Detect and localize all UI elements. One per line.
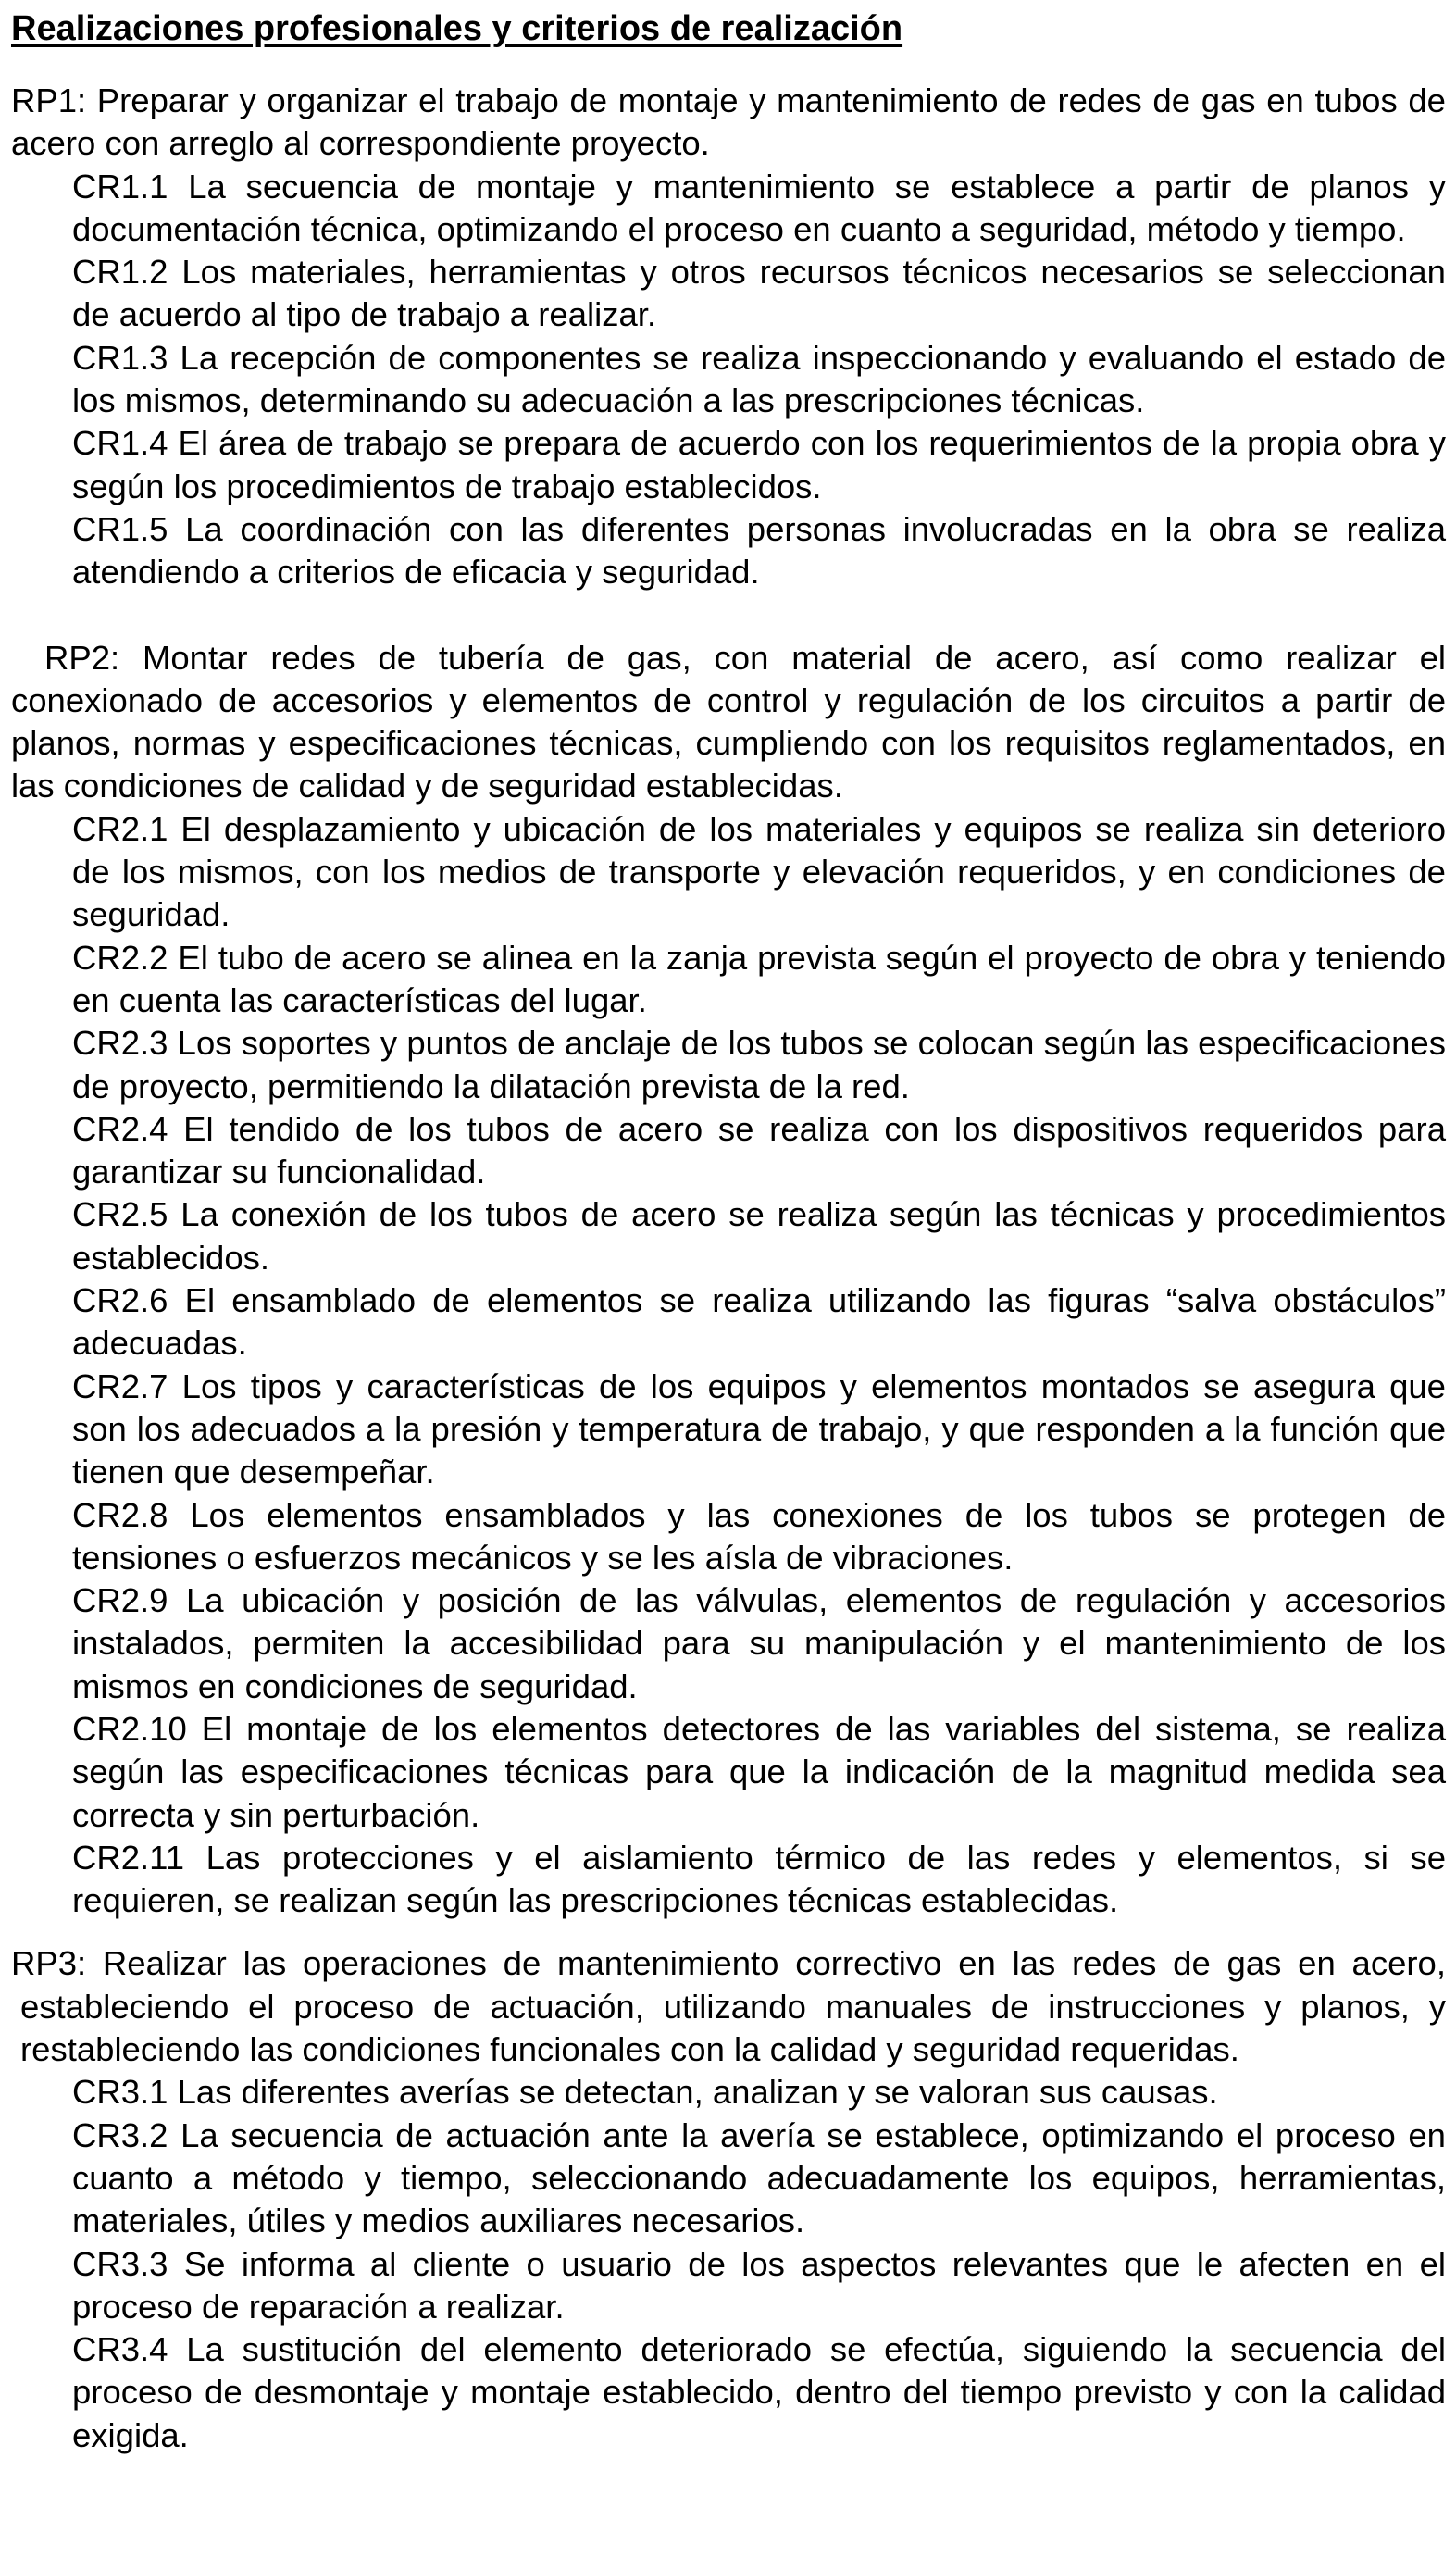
criterion-cr1-3: CR1.3 La recepción de componentes se realiza inspeccionando y evaluando el estado de los mismos, determinando su adecuación a las prescripciones técnicas. xyxy=(72,338,1446,420)
criterion-cr2-1: CR2.1 El desplazamiento y ubicación de los materiales y equipos se realiza sin deterioro de los mismos, con los medios de transporte y elevación requeridos, y en condiciones de seguridad. xyxy=(72,809,1446,934)
criterion-cr2-6: CR2.6 El ensamblado de elementos se realiza utilizando las figuras “salva obstáculos” adecuadas. xyxy=(72,1281,1446,1363)
criterion-cr3-3: CR3.3 Se informa al cliente o usuario de los aspectos relevantes que le afecten en el proceso de reparación a realizar. xyxy=(72,2244,1446,2326)
criterion-cr3-2: CR3.2 La secuencia de actuación ante la avería se establece, optimizando el proceso en cuanto a método y tiempo, seleccionando adecuadamente los equipos, herramientas, materiales, útiles y medios auxiliares necesarios. xyxy=(72,2115,1446,2240)
criterion-cr2-9: CR2.9 La ubicación y posición de las válvulas, elementos de regulación y accesorios instalados, permiten la accesibilidad para su manipulación y el mantenimiento de los mismos en condiciones de seguridad. xyxy=(72,1581,1446,1705)
criterion-cr2-5: CR2.5 La conexión de los tubos de acero se realiza según las técnicas y procedimientos establecidos. xyxy=(72,1195,1446,1277)
criterion-cr2-11: CR2.11 Las protecciones y el aislamiento térmico de las redes y elementos, si se requieren, se realizan según las prescripciones técnicas establecidas. xyxy=(72,1838,1446,1920)
criterion-cr2-8: CR2.8 Los elementos ensamblados y las conexiones de los tubos se protegen de tensiones o esfuerzos mecánicos y se les aísla de vibraciones. xyxy=(72,1495,1446,1577)
criterion-cr2-10: CR2.10 El montaje de los elementos detectores de las variables del sistema, se realiza según las especificaciones técnicas para que la indicación de la magnitud medida sea correcta y sin perturbación. xyxy=(72,1709,1446,1834)
document-page xyxy=(11,7,1446,2457)
criterion-cr2-3: CR2.3 Los soportes y puntos de anclaje de los tubos se colocan según las especificaciones de proyecto, permitiendo la dilatación prevista de la red. xyxy=(72,1024,1446,1105)
rp2-text: RP2: Montar redes de tubería de gas, con material de acero, así como realizar el conexionado de accesorios y elementos de control y regulación de los circuitos a partir de planos, normas y especificaciones técnicas, cumpliendo con los requisitos reglamentados, en las condiciones de calidad y de seguridad establecidas. xyxy=(11,638,1446,805)
section-spacer xyxy=(11,594,1446,637)
criterion-cr1-4: CR1.4 El área de trabajo se prepara de acuerdo con los requerimientos de la propia obra y según los procedimientos de trabajo establecidos. xyxy=(72,424,1446,505)
criterion-cr2-2: CR2.2 El tubo de acero se alinea en la zanja prevista según el proyecto de obra y teniendo en cuenta las características del lugar. xyxy=(72,938,1446,1019)
section-rp1 xyxy=(11,80,1446,594)
section-rp2 xyxy=(11,637,1446,1923)
criterion-cr1-5: CR1.5 La coordinación con las diferentes personas involucradas en la obra se realiza atendiendo a criterios de eficacia y seguridad. xyxy=(72,509,1446,592)
document-title: Realizaciones profesionales y criterios de realización xyxy=(11,9,903,48)
criterion-cr1-1: CR1.1 La secuencia de montaje y mantenimiento se establece a partir de planos y documentación técnica, optimizando el proceso en cuanto a seguridad, método y tiempo. xyxy=(72,167,1446,248)
section-rp3 xyxy=(11,1942,1446,2457)
criterion-cr2-4: CR2.4 El tendido de los tubos de acero se realiza con los dispositivos requeridos para garantizar su funcionalidad. xyxy=(72,1109,1446,1191)
rp1-text: RP1: Preparar y organizar el trabajo de montaje y mantenimiento de redes de gas en tubos de acero con arreglo al correspondiente proyecto. xyxy=(11,81,1446,163)
criterion-cr2-7: CR2.7 Los tipos y características de los equipos y elementos montados se asegura que son los adecuados a la presión y temperatura de trabajo, y que responden a la función que tienen que desempeñar. xyxy=(72,1366,1446,1491)
criterion-cr3-1: CR3.1 Las diferentes averías se detectan, analizan y se valoran sus causas. xyxy=(72,2073,1218,2112)
rp3-text: RP3: Realizar las operaciones de mantenimiento correctivo en las redes de gas en acero, estableciendo el proceso de actuación, utilizando manuales de instrucciones y planos, y restableciendo las condiciones funcionales con la calidad y seguridad requeridas. xyxy=(11,1944,1446,2069)
criterion-cr3-4: CR3.4 La sustitución del elemento deteriorado se efectúa, siguiendo la secuencia del proceso de desmontaje y montaje establecido, dentro del tiempo previsto y con la calidad exigida. xyxy=(72,2330,1446,2454)
section-spacer xyxy=(11,1922,1446,1942)
criterion-cr1-2: CR1.2 Los materiales, herramientas y otros recursos técnicos necesarios se seleccionan de acuerdo al tipo de trabajo a realizar. xyxy=(72,253,1446,334)
